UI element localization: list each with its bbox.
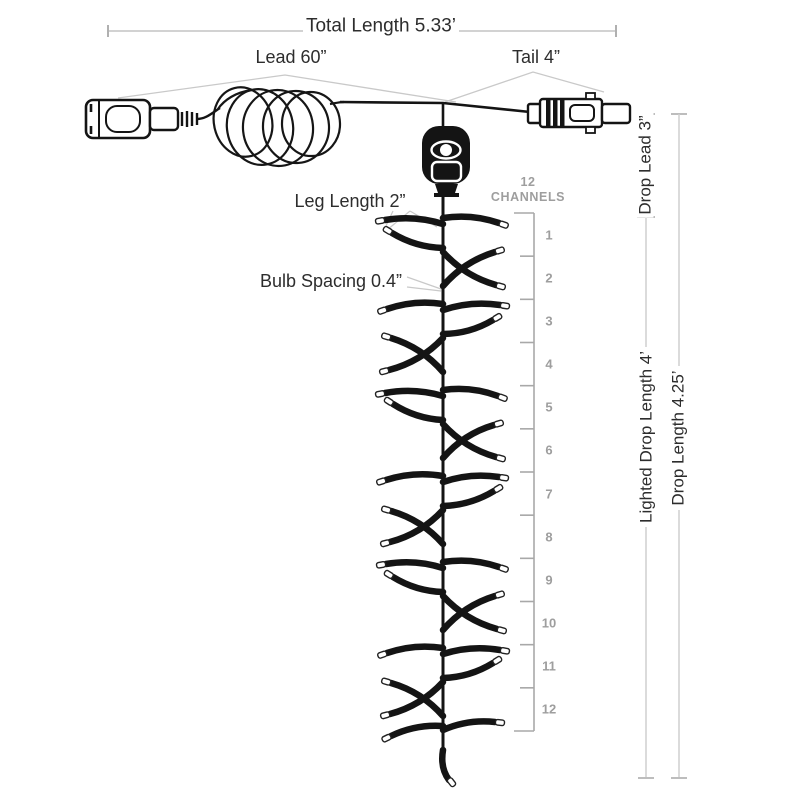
bulb-icon bbox=[380, 711, 390, 719]
channel-number: 6 bbox=[545, 442, 553, 458]
channel-number: 3 bbox=[545, 313, 553, 329]
bulb-icon bbox=[500, 302, 510, 309]
bulb-icon bbox=[384, 397, 395, 406]
bulb-spacing-label: Bulb Spacing 0.4” bbox=[257, 272, 405, 290]
light-leg bbox=[386, 474, 443, 480]
bulb-icon bbox=[500, 647, 510, 654]
drop-length-label: Drop Length 4.25’ bbox=[670, 367, 687, 508]
bulb-icon bbox=[375, 390, 385, 397]
bulb-icon bbox=[379, 367, 389, 375]
light-leg bbox=[443, 320, 493, 334]
light-leg bbox=[393, 577, 443, 592]
total-length-label: Total Length 5.33’ bbox=[303, 17, 459, 36]
bulb-icon bbox=[447, 777, 457, 787]
light-leg bbox=[443, 304, 500, 310]
bulb-icon bbox=[499, 565, 509, 573]
bulb-icon bbox=[492, 313, 503, 322]
bulb-icon bbox=[499, 221, 509, 229]
light-leg bbox=[392, 233, 443, 248]
channel-scale bbox=[514, 213, 534, 731]
light-leg bbox=[387, 303, 443, 309]
channel-number: 5 bbox=[545, 399, 553, 415]
channel-number: 4 bbox=[545, 356, 553, 372]
channel-number: 7 bbox=[545, 486, 553, 502]
channels-header-word: CHANNELS bbox=[490, 190, 566, 204]
light-leg bbox=[443, 663, 493, 678]
bulb-icon bbox=[497, 626, 507, 634]
tail-plug-icon bbox=[528, 93, 630, 133]
bulb-icon bbox=[381, 678, 391, 686]
lighted-drop-length-label: Lighted Drop Length 4’ bbox=[638, 348, 655, 526]
light-leg bbox=[385, 391, 443, 396]
plug-icon bbox=[86, 100, 220, 138]
bulb-icon bbox=[383, 570, 394, 579]
bulb-icon bbox=[376, 561, 386, 568]
bulb-icon bbox=[376, 478, 386, 486]
light-leg bbox=[443, 721, 495, 730]
main-wire bbox=[340, 102, 530, 112]
channel-number: 11 bbox=[542, 658, 556, 674]
drop-lead-label: Drop Lead 3” bbox=[637, 112, 654, 217]
bulb-icon bbox=[495, 591, 505, 599]
light-leg bbox=[443, 648, 500, 654]
light-leg bbox=[443, 389, 498, 396]
bulb-icon bbox=[380, 539, 390, 547]
light-leg bbox=[393, 404, 443, 420]
bulb-icon bbox=[495, 247, 505, 255]
bulb-icon bbox=[499, 474, 509, 481]
bulb-icon bbox=[381, 734, 391, 743]
channel-number: 9 bbox=[545, 572, 553, 588]
bulb-icon bbox=[493, 484, 504, 493]
bulb-icon bbox=[498, 394, 508, 402]
bulb-icon bbox=[375, 217, 385, 224]
bulb-icon bbox=[377, 307, 387, 315]
leg-length-label: Leg Length 2” bbox=[291, 192, 408, 210]
channels-header-count: 12 bbox=[520, 175, 536, 189]
lead-leader-line bbox=[118, 75, 456, 102]
controller-icon bbox=[422, 103, 470, 197]
light-leg bbox=[385, 218, 443, 224]
light-leg bbox=[391, 726, 443, 736]
bulb-icon bbox=[496, 454, 506, 462]
channel-number: 12 bbox=[541, 701, 557, 717]
bulb-icon bbox=[382, 226, 393, 235]
channels-header bbox=[491, 175, 565, 205]
tail-label: Tail 4” bbox=[509, 48, 563, 66]
light-leg bbox=[443, 217, 499, 223]
channel-number: 2 bbox=[545, 270, 553, 286]
bulb-icon bbox=[381, 333, 391, 341]
tail-leader-line bbox=[445, 72, 604, 102]
bulb-icon bbox=[495, 719, 505, 725]
channel-number: 10 bbox=[541, 615, 557, 631]
lead-label: Lead 60” bbox=[252, 48, 329, 66]
channel-number: 1 bbox=[545, 227, 553, 243]
light-leg bbox=[443, 476, 499, 482]
bulb-spacing-leader-line bbox=[407, 277, 441, 291]
bulb-icon bbox=[496, 282, 506, 290]
light-leg bbox=[443, 491, 494, 506]
bulb-icon bbox=[494, 420, 504, 428]
channel-number: 8 bbox=[545, 529, 553, 545]
light-leg bbox=[443, 561, 499, 567]
bulb-icon bbox=[377, 651, 387, 659]
light-leg bbox=[386, 562, 443, 568]
bulb-icon bbox=[492, 656, 503, 665]
light-leg bbox=[387, 647, 443, 653]
bulb-icon bbox=[381, 506, 391, 514]
coiled-wire-icon bbox=[206, 81, 344, 170]
